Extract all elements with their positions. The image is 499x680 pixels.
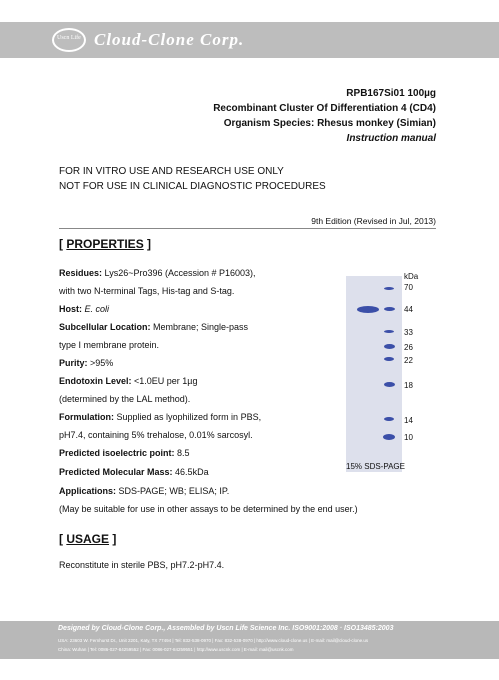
marker-band: [384, 382, 395, 387]
residues-label: Residues:: [59, 268, 103, 278]
marker-band: [384, 417, 394, 421]
mass-value: 46.5kDa: [172, 467, 209, 477]
location-cont: type I membrane protein.: [59, 340, 160, 350]
divider: [59, 228, 436, 229]
mass-line: [59, 467, 209, 477]
marker-label: 26: [404, 343, 413, 352]
marker-label: 22: [404, 356, 413, 365]
usage-text: Reconstitute in sterile PBS, pH7.2-pH7.4.: [59, 560, 225, 570]
marker-band: [384, 307, 395, 311]
marker-band: [384, 330, 394, 333]
residues-line: [59, 268, 256, 278]
formulation-value: Supplied as lyophilized form in PBS,: [114, 412, 262, 422]
marker-label: 10: [404, 433, 413, 442]
mass-label: Predicted Molecular Mass:: [59, 467, 173, 477]
applications-value: SDS-PAGE; WB; ELISA; IP.: [116, 486, 230, 496]
product-code: RPB167Si01 100µg: [346, 88, 436, 99]
marker-label: 14: [404, 416, 413, 425]
purity-value: >95%: [87, 358, 114, 368]
footer-address-china: China: Wuhan | Tel: 0086-027-84259552 | Fax: 0086-027-84259551 | http://www.uscnk.com | E-mail: mail@uscnk.com: [58, 647, 294, 652]
header-banner: [0, 22, 499, 58]
purity-label: Purity:: [59, 358, 88, 368]
product-name: Recombinant Cluster Of Differentiation 4 (CD4): [213, 103, 436, 114]
usage-heading: [ USAGE ]: [59, 532, 117, 546]
formulation-label: Formulation:: [59, 412, 114, 422]
organism-species: Organism Species: Rhesus monkey (Simian): [223, 118, 436, 129]
formulation-cont: pH7.4, containing 5% trehalose, 0.01% sarcosyl.: [59, 430, 253, 440]
endotoxin-value: <1.0EU per 1µg: [131, 376, 198, 386]
applications-label: Applications:: [59, 486, 117, 496]
marker-band: [384, 287, 394, 290]
pi-line: [59, 448, 190, 458]
footer-banner: [0, 621, 499, 659]
location-label: Subcellular Location:: [59, 322, 151, 332]
pi-value: 8.5: [174, 448, 190, 458]
pi-label: Predicted isoelectric point:: [59, 448, 175, 458]
document-type: Instruction manual: [346, 133, 436, 144]
residues-value: Lys26~Pro396 (Accession # P16003),: [102, 268, 256, 278]
applications-cont: (May be suitable for use in other assays to be determined by the end user.): [59, 504, 358, 514]
marker-label: 18: [404, 381, 413, 390]
location-line: [59, 322, 248, 332]
sample-band: [357, 306, 379, 313]
footer-address-usa: USA: 23603 W. Fernhurst Dr., Unit 2201, Katy, TX 77494 | Tel: 832-538-0970 | Fax: 832-538-0970 | http://www.cloud-clone.us | E-mail: mail@cloud-clone.us: [58, 638, 369, 643]
marker-label: 44: [404, 305, 413, 314]
notice-research-only: FOR IN VITRO USE AND RESEARCH USE ONLY: [59, 166, 284, 177]
endotoxin-cont: (determined by the LAL method).: [59, 394, 191, 404]
notice-not-clinical: NOT FOR USE IN CLINICAL DIAGNOSTIC PROCEDURES: [59, 181, 326, 192]
marker-band: [384, 357, 394, 361]
marker-band: [384, 344, 395, 349]
residues-cont: with two N-terminal Tags, His-tag and S-tag.: [59, 286, 235, 296]
sds-page-gel-image: [346, 276, 402, 472]
usage-heading-text: USAGE: [66, 532, 110, 546]
properties-heading: [ PROPERTIES ]: [59, 237, 152, 251]
footer-credit: Designed by Cloud-Clone Corp., Assembled by Uscn Life Science Inc. ISO9001:2008 · ISO13485:2003: [58, 625, 394, 632]
location-value: Membrane; Single-pass: [150, 322, 249, 332]
company-logo-icon: [52, 28, 86, 52]
marker-label: 70: [404, 283, 413, 292]
gel-caption: 15% SDS-PAGE: [346, 462, 405, 471]
endotoxin-label: Endotoxin Level:: [59, 376, 132, 386]
host-value: E. coli: [84, 304, 110, 314]
logo-text: Uscn Life: [57, 35, 81, 41]
properties-heading-text: PROPERTIES: [66, 237, 144, 251]
marker-band: [383, 434, 395, 440]
brand: [52, 22, 244, 58]
host-line: [59, 304, 109, 314]
host-label: Host:: [59, 304, 82, 314]
applications-line: [59, 486, 229, 496]
gel-unit-label: kDa: [404, 272, 419, 281]
brand-name: Cloud-Clone Corp.: [94, 30, 245, 49]
edition-info: 9th Edition (Revised in Jul, 2013): [311, 216, 436, 226]
formulation-line: [59, 412, 261, 422]
marker-label: 33: [404, 328, 413, 337]
endotoxin-line: [59, 376, 198, 386]
purity-line: [59, 358, 113, 368]
